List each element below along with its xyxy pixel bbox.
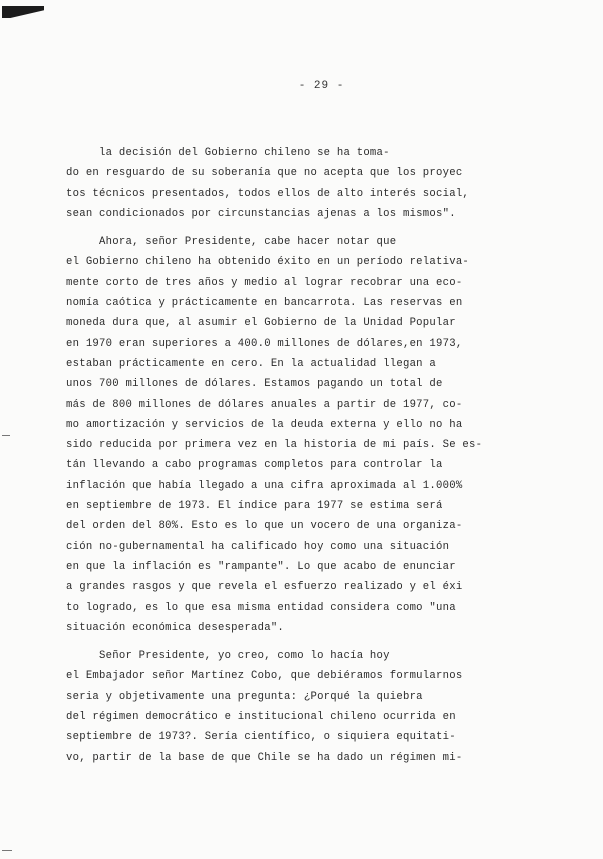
text-line: do en resguardo de su soberanía que no acepta que los proyec [66,167,463,180]
text-line: moneda dura que, al asumir el Gobierno de la Unidad Popular [66,317,456,330]
text-line: Señor Presidente, yo creo, como lo hacía hoy [66,650,390,663]
text-line: el Embajador señor Martínez Cobo, que debiéramos formularnos [66,670,463,683]
text-line: el Gobierno chileno ha obtenido éxito en un período relativa- [66,256,470,269]
text-line: unos 700 millones de dólares. Estamos pagando un total de [66,378,443,391]
text-line: mo amortización y servicios de la deuda externa y ello no ha [66,418,463,431]
text-line: tos técnicos presentados, todos ellos de alto interés social, [66,187,470,200]
margin-tick [2,435,10,436]
text-line: a grandes rasgos y que revela el esfuerzo realizado y el éxi [66,581,463,594]
text-line: del orden del 80%. Esto es lo que un vocero de una organiza- [66,520,463,533]
document-body [66,143,526,768]
paragraph-gap [66,224,526,232]
text-line: nomía caótica y prácticamente en bancarrota. Las reservas en [66,297,463,310]
text-line: estaban prácticamente en cero. En la actualidad llegan a [66,357,437,370]
text-line: septiembre de 1973?. Sería científico, o siquiera equitati- [66,731,456,744]
margin-tick [2,850,12,851]
text-line: sean condicionados por circunstancias ajenas a los mismos". [66,207,456,220]
page-number: - 29 - [298,80,345,92]
text-line: en que la inflación es "rampante". Lo que acabo de enunciar [66,560,456,573]
paragraph [66,232,526,638]
text-line: inflación que había llegado a una cifra aproximada al 1.000% [66,479,463,492]
text-line: situación económica desesperada". [66,621,285,634]
text-line: la decisión del Gobierno chileno se ha toma- [66,147,390,159]
text-line: sido reducida por primera vez en la historia de mi país. Se es- [66,439,483,452]
text-line: mente corto de tres años y medio al lograr recobrar una eco- [66,276,463,289]
text-line: tán llevando a cabo programas completos para controlar la [66,459,443,472]
text-line: en septiembre de 1973. El índice para 1977 se estima será [66,500,443,513]
text-line: más de 800 millones de dólares anuales a partir de 1977, co- [66,398,463,411]
text-line: vo, partir de la base de que Chile se ha dado un régimen mi- [66,751,463,764]
scan-corner-mark [2,6,44,18]
paragraph [66,143,526,224]
text-line: ción no-gubernamental ha calificado hoy como una situación [66,540,450,553]
text-line: Ahora, señor Presidente, cabe hacer notar que [66,236,397,249]
text-line: en 1970 eran superiores a 400.0 millones de dólares,en 1973, [66,337,463,350]
text-line: to logrado, es lo que esa misma entidad considera como "una [66,601,456,614]
paragraph-gap [66,638,526,646]
paragraph [66,646,526,768]
text-line: seria y objetivamente una pregunta: ¿Porqué la quiebra [66,690,423,703]
text-line: del régimen democrático e institucional chileno ocurrida en [66,711,456,724]
